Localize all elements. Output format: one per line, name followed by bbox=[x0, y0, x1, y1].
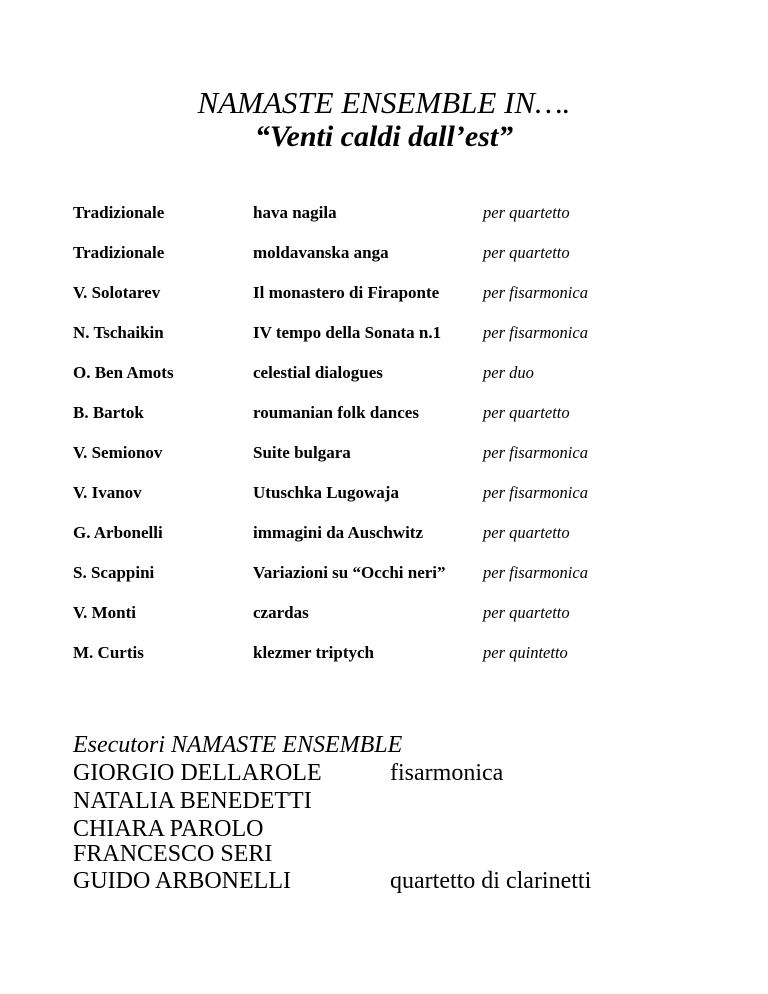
program-row bbox=[0, 201, 768, 225]
instrumentation: per fisarmonica bbox=[483, 443, 588, 462]
composer: Tradizionale bbox=[73, 203, 165, 222]
composer: V. Solotarev bbox=[73, 283, 161, 302]
piece-title: IV tempo della Sonata n.1 bbox=[253, 323, 442, 342]
composer: G. Arbonelli bbox=[73, 523, 163, 542]
composer: N. Tschaikin bbox=[73, 323, 164, 342]
instrumentation: per quartetto bbox=[483, 523, 570, 542]
piece-title: Suite bulgara bbox=[253, 443, 351, 462]
piece-title: Il monastero di Firaponte bbox=[253, 283, 440, 302]
program-row bbox=[0, 281, 768, 305]
instrumentation: per quartetto bbox=[483, 603, 570, 622]
program-row bbox=[0, 241, 768, 265]
instrumentation: per fisarmonica bbox=[483, 323, 588, 342]
composer: V. Semionov bbox=[73, 443, 163, 462]
performer-name: FRANCESCO SERI bbox=[73, 841, 273, 867]
piece-title: celestial dialogues bbox=[253, 363, 383, 382]
performer-role: fisarmonica bbox=[390, 760, 504, 786]
piece-title: Utuschka Lugowaja bbox=[253, 483, 399, 502]
composer: M. Curtis bbox=[73, 643, 144, 662]
composer: V. Monti bbox=[73, 603, 136, 622]
piece-title: moldavanska anga bbox=[253, 243, 389, 262]
instrumentation: per duo bbox=[483, 363, 534, 382]
composer: S. Scappini bbox=[73, 563, 155, 582]
performer-name: CHIARA PAROLO bbox=[73, 816, 264, 842]
piece-title: immagini da Auschwitz bbox=[253, 523, 424, 542]
program-row bbox=[0, 481, 768, 505]
instrumentation: per quartetto bbox=[483, 403, 570, 422]
program-row bbox=[0, 601, 768, 625]
composer: Tradizionale bbox=[73, 243, 165, 262]
program-row bbox=[0, 561, 768, 585]
performers-heading: Esecutori NAMASTE ENSEMBLE bbox=[73, 732, 403, 758]
program-row bbox=[0, 321, 768, 345]
piece-title: hava nagila bbox=[253, 203, 337, 222]
composer: V. Ivanov bbox=[73, 483, 142, 502]
composer: B. Bartok bbox=[73, 403, 144, 422]
concert-subtitle: “Venti caldi dall’est” bbox=[254, 120, 514, 153]
instrumentation: per quintetto bbox=[483, 643, 568, 662]
instrumentation: per quartetto bbox=[483, 203, 570, 222]
instrumentation: per quartetto bbox=[483, 243, 570, 262]
program-row bbox=[0, 361, 768, 385]
program-row bbox=[0, 521, 768, 545]
piece-title: czardas bbox=[253, 603, 309, 622]
piece-title: klezmer triptych bbox=[253, 643, 375, 662]
instrumentation: per fisarmonica bbox=[483, 283, 588, 302]
instrumentation: per fisarmonica bbox=[483, 483, 588, 502]
composer: O. Ben Amots bbox=[73, 363, 174, 382]
performer-name: GIORGIO DELLAROLE bbox=[73, 760, 322, 786]
program-row bbox=[0, 641, 768, 665]
program-row bbox=[0, 401, 768, 425]
instrumentation: per fisarmonica bbox=[483, 563, 588, 582]
concert-title: NAMASTE ENSEMBLE IN…. bbox=[197, 85, 571, 120]
piece-title: Variazioni su “Occhi neri” bbox=[253, 563, 446, 582]
performer-name: GUIDO ARBONELLI bbox=[73, 868, 291, 894]
performer-role: quartetto di clarinetti bbox=[390, 868, 592, 894]
program-row bbox=[0, 441, 768, 465]
piece-title: roumanian folk dances bbox=[253, 403, 419, 422]
performer-name: NATALIA BENEDETTI bbox=[73, 788, 312, 814]
